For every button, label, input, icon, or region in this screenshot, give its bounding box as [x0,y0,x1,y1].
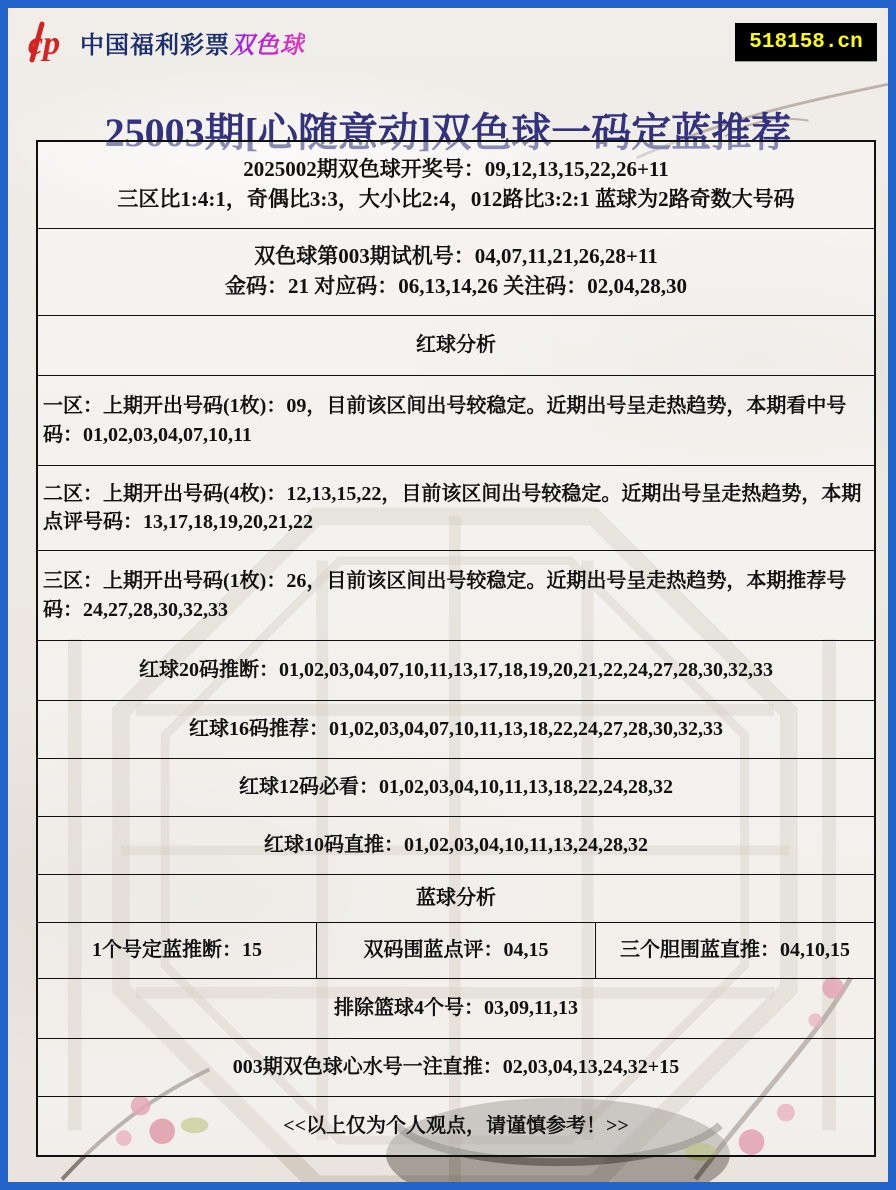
row-single-bet [38,1038,874,1096]
row-test-numbers [38,228,874,315]
last-draw-ratios: 三区比1:4:1，奇偶比3:3，大小比2:4，012路比3:2:1 蓝球为2路奇数大号码 [117,187,795,211]
row-zone3 [38,550,874,640]
row-red-20 [38,640,874,700]
test-machine-numbers: 双色球第003期试机号：04,07,11,21,26,28+11 [254,244,658,269]
logo-brand-text: 中国福利彩票 [80,31,230,59]
row-disclaimer [38,1096,874,1155]
site-logo [26,20,305,64]
blue-exclude-numbers: 排除篮球4个号：03,09,11,13 [334,997,578,1020]
svg-text:cp: cp [28,25,61,62]
row-red-16 [38,700,874,758]
page-title: 25003期[心随意动]双色球一码定蓝推荐 [104,109,792,155]
red-analysis-heading: 红球分析 [416,334,496,357]
blue-double-pick: 双码围蓝点评：04,15 [316,923,595,978]
red-10-picks: 红球10码直推：01,02,03,04,10,11,13,24,28,32 [264,834,648,857]
single-bet-numbers: 003期双色球心水号一注直推：02,03,04,13,24,32+15 [232,1056,680,1079]
cwl-logo-icon [26,20,72,64]
row-zone2 [38,465,874,550]
row-blue-picks [38,922,874,978]
row-red-10 [38,816,874,874]
red-20-picks: 红球20码推断：01,02,03,04,07,10,11,13,17,18,19,20,21,22,24,27,28,30,32,33 [139,659,773,682]
blue-triple-pick: 三个胆围蓝直推：04,10,15 [595,923,874,978]
row-red-section-title [38,315,874,375]
last-draw-numbers: 2025002期双色球开奖号：09,12,13,15,22,26+11 [243,157,669,182]
row-red-12 [38,758,874,816]
zone3-analysis: 三区：上期开出号码(1枚)：26，目前该区间出号较稳定。近期出号呈走热趋势，本期推荐号码：24,27,28,30,32,33 [43,570,847,621]
zone1-analysis: 一区：上期开出号码(1枚)：09，目前该区间出号较稳定。近期出号呈走热趋势，本期看中号码：01,02,03,04,07,10,11 [43,395,847,446]
blue-analysis-heading: 蓝球分析 [416,887,496,910]
logo-product-text: 双色球 [230,25,305,60]
row-zone1 [38,375,874,465]
row-last-draw [38,142,874,228]
prediction-table [36,140,876,1157]
site-url-badge[interactable]: 518158.cn [735,23,877,61]
row-blue-section-title [38,874,874,922]
blue-single-pick: 1个号定蓝推断：15 [92,939,262,962]
gold-code-line: 金码：21 对应码：06,13,14,26 关注码：02,04,28,30 [225,274,687,298]
zone2-analysis: 二区：上期开出号码(4枚)：12,13,15,22，目前该区间出号较稳定。近期出号呈走热趋势，本期点评号码：13,17,18,19,20,21,22 [43,482,862,533]
disclaimer-text: <<以上仅为个人观点，请谨慎参考！>> [283,1114,629,1137]
red-12-picks: 红球12码必看：01,02,03,04,10,11,13,18,22,24,28,32 [239,776,673,799]
red-16-picks: 红球16码推荐：01,02,03,04,07,10,11,13,18,22,24,27,28,30,32,33 [189,718,723,741]
row-blue-exclude [38,978,874,1038]
